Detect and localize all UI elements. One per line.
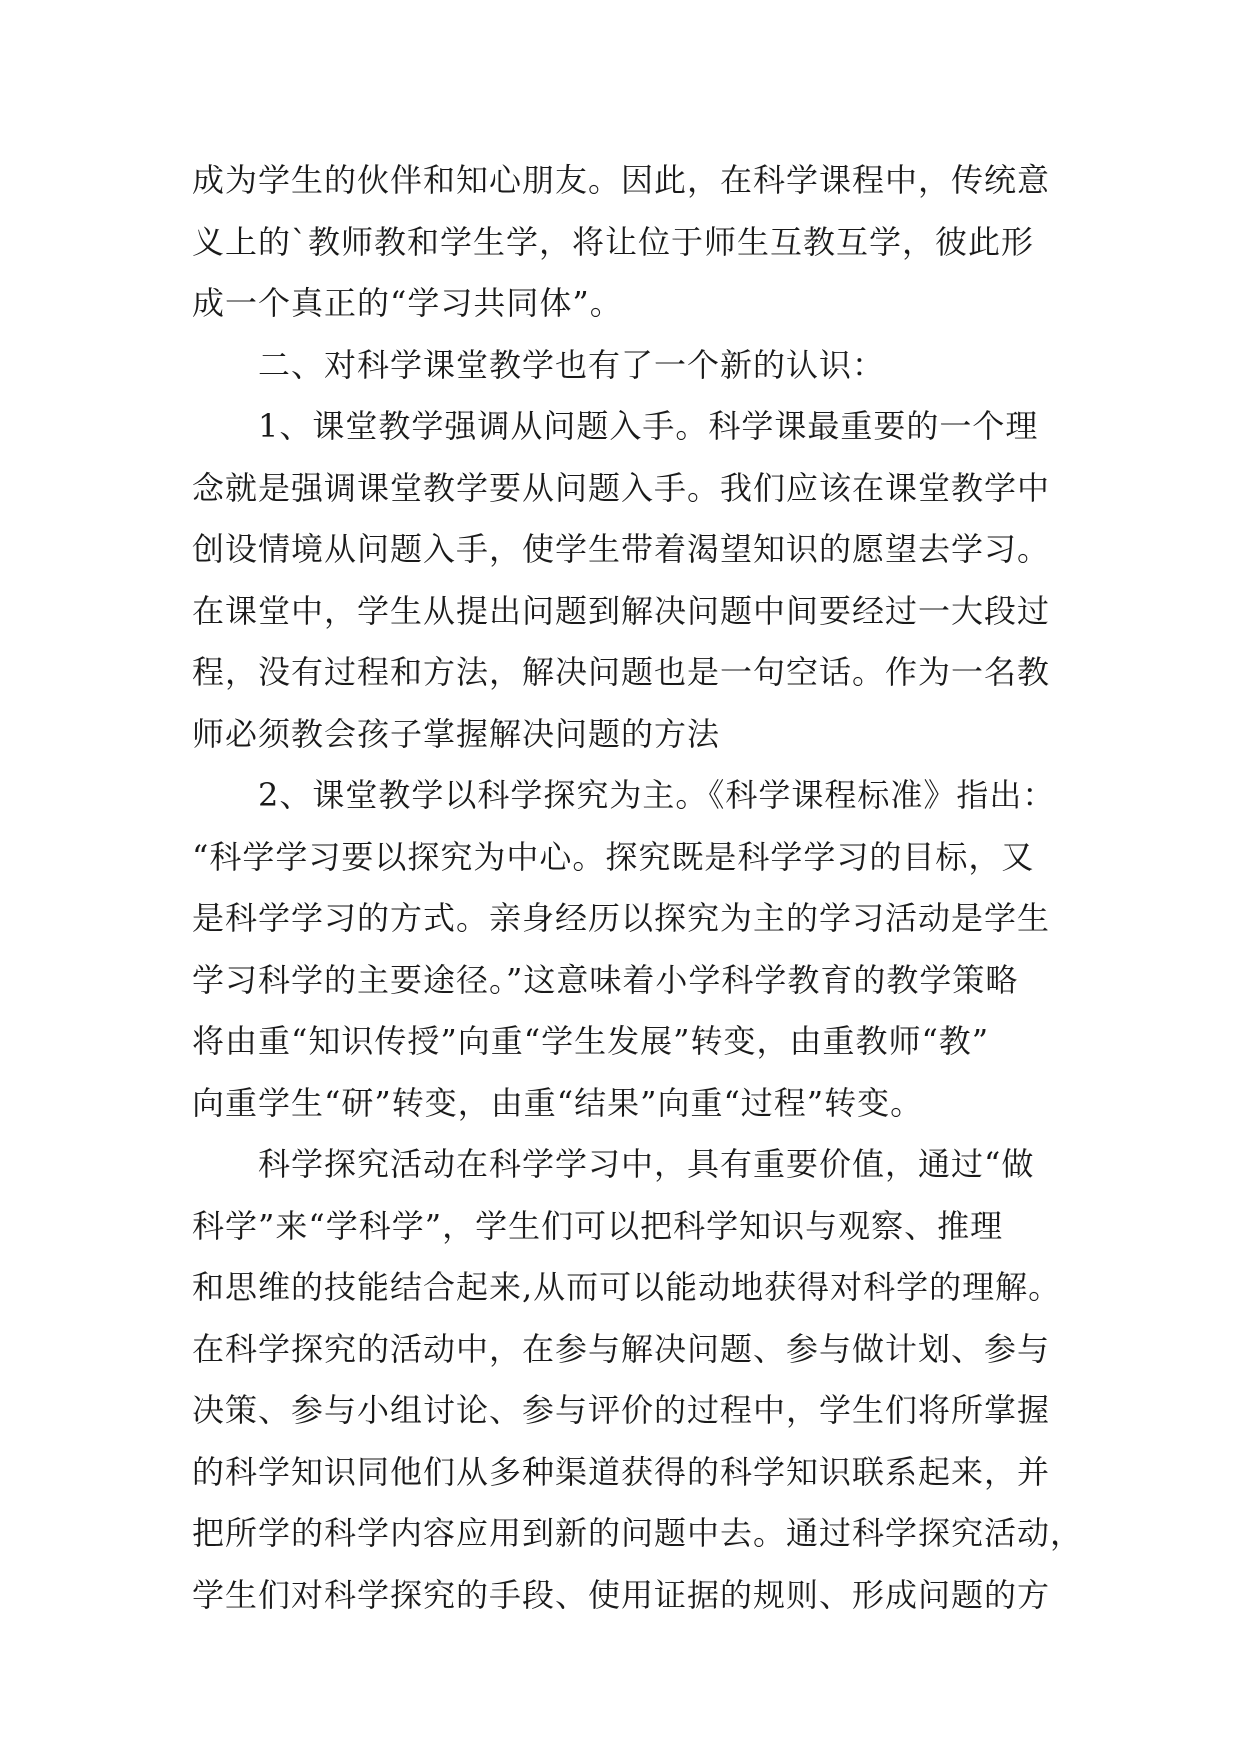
text-line: 师必须教会孩子掌握解决问题的方法 [192, 714, 721, 753]
text-line: 学习科学的主要途径。”这意味着小学科学教育的教学策略 [192, 960, 1019, 999]
text-line: 成为学生的伙伴和知心朋友。因此，在科学课程中，传统意 [192, 161, 1051, 199]
text-line: 向重学生“研”转变，由重“结果”向重“过程”转变。 [192, 1083, 924, 1122]
text-line: 决策、参与小组讨论、参与评价的过程中，学生们将所掌握 [192, 1391, 1051, 1429]
text-line: 科学探究活动在科学学习中，具有重要价值，通过“做 [258, 1145, 1035, 1183]
text-line: 科学”来“学科学”，学生们可以把科学知识与观察、推理 [192, 1206, 1004, 1245]
text-line: 创设情境从问题入手，使学生带着渴望知识的愿望去学习。 [192, 530, 1051, 568]
text-line: 在课堂中，学生从提出问题到解决问题中间要经过一大段过 [192, 591, 1051, 630]
body-text [192, 150, 1084, 1626]
text-line: 义上的`教师教和学生学，将让位于师生互教互学，彼此形 [192, 222, 1035, 261]
text-line: 的科学知识同他们从多种渠道获得的科学知识联系起来，并 [192, 1452, 1051, 1491]
text-line: “科学学习要以探究为中心。探究既是科学学习的目标，又 [192, 837, 1035, 876]
text-line: 把所学的科学内容应用到新的问题中去。通过科学探究活动， [192, 1514, 1084, 1552]
text-line: 是科学学习的方式。亲身经历以探究为主的学习活动是学生 [192, 899, 1051, 937]
text-line: 2、课堂教学以科学探究为主。《科学课程标准》指出： [258, 776, 1056, 814]
text-line: 程，没有过程和方法，解决问题也是一句空话。作为一名教 [192, 653, 1051, 691]
text-line: 将由重“知识传授”向重“学生发展”转变，由重教师“教” [192, 1022, 990, 1060]
text-line: 在科学探究的活动中，在参与解决问题、参与做计划、参与 [192, 1329, 1051, 1368]
text-line: 1、课堂教学强调从问题入手。科学课最重要的一个理 [258, 407, 1039, 445]
text-line: 成一个真正的“学习共同体”。 [192, 284, 623, 322]
text-line: 学生们对科学探究的手段、使用证据的规则、形成问题的方 [192, 1575, 1051, 1614]
text-line: 二、对科学课堂教学也有了一个新的认识： [258, 345, 886, 384]
text-line: 和思维的技能结合起来,从而可以能动地获得对科学的理解。 [192, 1268, 1062, 1306]
text-line: 念就是强调课堂教学要从问题入手。我们应该在课堂教学中 [192, 468, 1051, 507]
